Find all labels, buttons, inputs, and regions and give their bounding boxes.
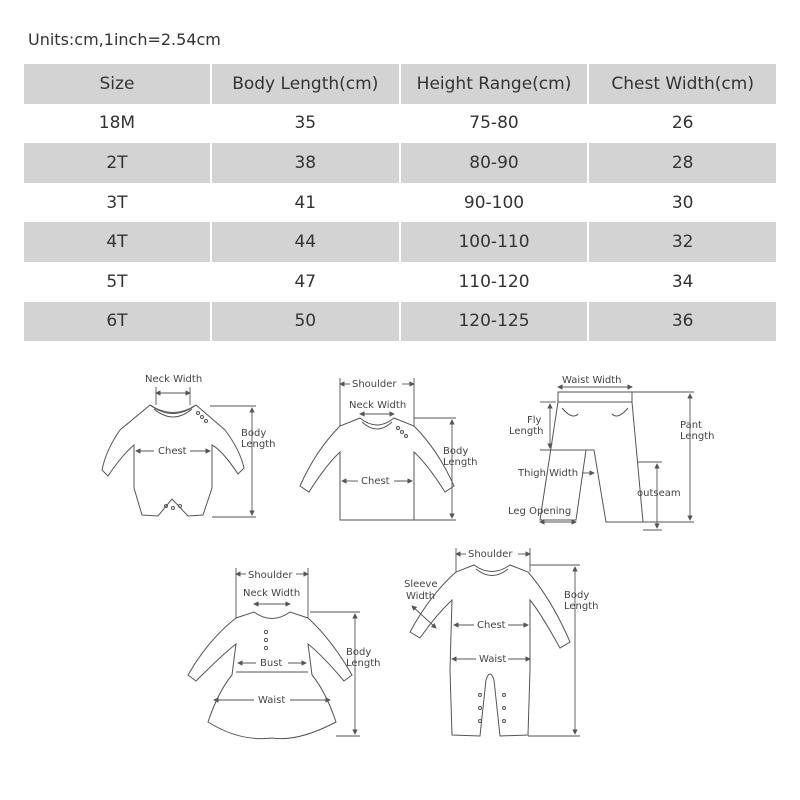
pants-pocket-left (562, 408, 578, 416)
romper-body-label: Body (564, 590, 590, 601)
dress-neck-width-label: Neck Width (243, 588, 301, 599)
bodysuit-neck-width-label: Neck Width (145, 374, 203, 385)
cell-height-range: 80-90 (401, 143, 588, 183)
cell-height-range: 120-125 (401, 302, 588, 342)
table-row (24, 143, 776, 183)
dress-diagram (188, 568, 381, 739)
table-row (24, 183, 776, 223)
table-row (24, 222, 776, 262)
bodysuit-length-label: Length (241, 439, 276, 450)
pants-pant-label: Pant (680, 420, 702, 431)
pants-diagram (508, 375, 715, 530)
cell-height-range: 75-80 (469, 113, 519, 134)
romper-diagram (404, 548, 599, 736)
shirt-diagram (300, 378, 478, 520)
size-table (22, 64, 778, 341)
table-row (24, 302, 776, 342)
dress-shoulder-label: Shoulder (248, 570, 293, 581)
header-chest-width: Chest Width(cm) (589, 64, 776, 104)
romper-chest-label: Chest (477, 620, 506, 631)
cell-body-length: 38 (212, 143, 399, 183)
cell-height-range: 110-120 (458, 271, 530, 292)
cell-size: 2T (24, 143, 210, 183)
dress-bust-label: Bust (260, 658, 283, 669)
cell-chest-width: 30 (671, 192, 694, 213)
dress-body-label: Body (346, 647, 372, 658)
table-row (24, 104, 776, 144)
shirt-neck-width-label: Neck Width (349, 400, 407, 411)
table-header-row (24, 64, 776, 104)
shirt-chest-label: Chest (361, 476, 390, 487)
pants-leg-opening-label: Leg Opening (508, 506, 572, 517)
cell-body-length: 47 (294, 271, 317, 292)
pants-waist-width-label: Waist Width (562, 375, 622, 386)
romper-length-label: Length (564, 601, 599, 612)
cell-size: 4T (24, 222, 210, 262)
shirt-length-label: Length (443, 457, 478, 468)
cell-chest-width: 36 (589, 302, 776, 342)
pants-fly-label: Fly (527, 415, 542, 426)
pants-pocket-right (612, 408, 628, 416)
romper-shoulder-label: Shoulder (468, 549, 513, 560)
dress-outline (188, 612, 352, 739)
cell-body-length: 41 (294, 192, 317, 213)
cell-size: 18M (98, 113, 136, 134)
romper-sleeve-width-label: Width (406, 591, 436, 602)
romper-waist-label: Waist (479, 654, 507, 665)
pants-outline (540, 392, 643, 522)
pants-thigh-width-label: Thigh Width (518, 468, 579, 479)
bodysuit-outline (102, 405, 244, 516)
shirt-shoulder-label: Shoulder (352, 379, 397, 390)
pants-outseam-label: outseam (637, 488, 681, 499)
cell-size: 6T (24, 302, 210, 342)
romper-sleeve-label: Sleeve (404, 579, 438, 590)
header-body-length: Body Length(cm) (212, 64, 399, 104)
pants-fly-length-label: Length (509, 426, 544, 437)
dress-length-label: Length (346, 658, 381, 669)
cell-chest-width: 32 (589, 222, 776, 262)
cell-size: 3T (106, 192, 128, 213)
bodysuit-chest-label: Chest (158, 446, 187, 457)
cell-size: 5T (106, 271, 128, 292)
cell-body-length: 35 (294, 113, 317, 134)
bodysuit-body-label: Body (241, 428, 267, 439)
shirt-body-label: Body (443, 446, 469, 457)
units-note: Units:cm,1inch=2.54cm (28, 30, 221, 49)
garment-measurement-diagrams (0, 350, 800, 795)
cell-body-length: 44 (212, 222, 399, 262)
pants-pant-length-label: Length (680, 431, 715, 442)
cell-height-range: 90-100 (463, 192, 525, 213)
cell-chest-width: 28 (589, 143, 776, 183)
dress-waist-label: Waist (258, 695, 286, 706)
cell-chest-width: 26 (671, 113, 694, 134)
cell-body-length: 50 (212, 302, 399, 342)
cell-chest-width: 34 (671, 271, 694, 292)
cell-height-range: 100-110 (401, 222, 588, 262)
bodysuit-diagram (102, 374, 276, 517)
header-height-range: Height Range(cm) (401, 64, 588, 104)
header-size: Size (24, 64, 210, 104)
shirt-outline (300, 418, 454, 520)
romper-neck-rib (476, 569, 508, 576)
table-row (24, 262, 776, 302)
